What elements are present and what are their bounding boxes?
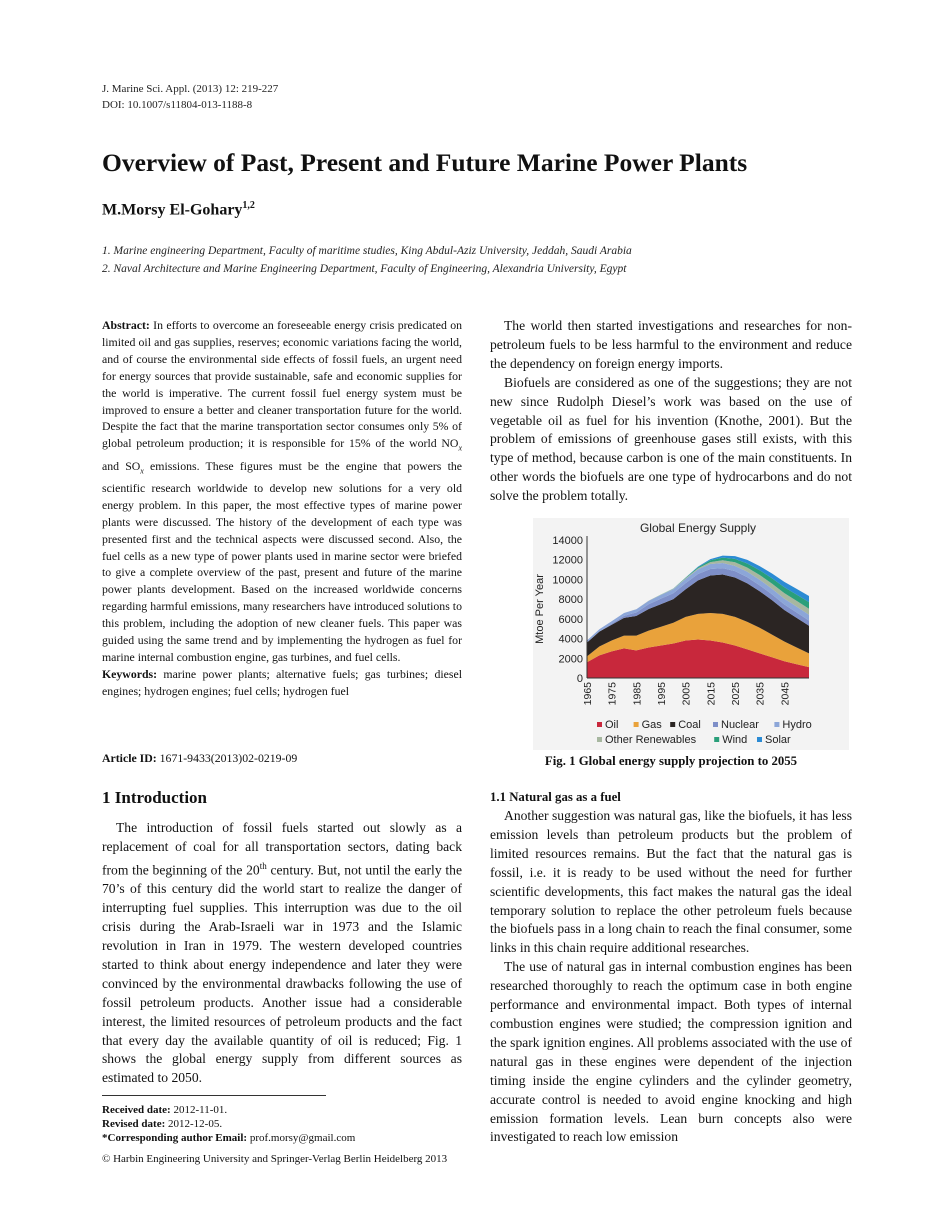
doi: DOI: 10.1007/s11804-013-1188-8 <box>102 99 253 111</box>
x-tick-label: 2035 <box>754 682 767 706</box>
chart-title: Global Energy Supply <box>639 521 757 535</box>
footnote-rule <box>102 1095 326 1096</box>
paragraph: century. But, not until the early the 70’s of this century did the world start to realize the danger of interrupting fuel supplies. This interruption was due to the oil crisis during the Arab-Israeli war in 1973 and the Islamic revolution in Iran in 1979. The western developed countries started to think about energy independence and later they were convinced by the environmental drawbacks following the use of fossil petroleum products. Another issue had a considerable interest, the limited resources of petroleum products and the fact that every day the available quantity of oil is reduced; Fig. 1 shows the global energy supply from different sources as estimated to 2050. <box>102 862 462 1086</box>
revised-date: 2012-12-05. <box>165 1118 223 1130</box>
energy-supply-chart <box>533 518 849 750</box>
paragraph: Another suggestion was natural gas, like the biofuels, it has less emission levels than petroleum products but the problem of limited resources remains. But the fact that the natural gas is fossil, i.e. it is ready to be used without the need for further scientific developments, this fact makes the natural gas the ideal temporary solution to replace the other petroleum fuels because the biofuels pass in a long chain to reach the final consumer, some links in this chain require additional researches. <box>490 808 852 956</box>
paragraph: The world then started investigations and researches for non-petroleum fuels to be less harmful to the environment and reduce the dependency on foreign energy imports. <box>490 318 852 371</box>
paper-title: Overview of Past, Present and Future Marine Power Plants <box>102 148 748 177</box>
legend-swatch <box>714 737 719 742</box>
x-tick-label: 1965 <box>582 682 594 706</box>
received-date: 2012-11-01. <box>170 1104 228 1116</box>
copyright: © Harbin Engineering University and Springer-Verlag Berlin Heidelberg 2013 <box>102 1153 448 1165</box>
legend-swatch <box>597 737 602 742</box>
legend-swatch <box>670 722 675 727</box>
y-axis-label: Mtoe Per Year <box>534 574 546 644</box>
section-heading: 1 Introduction <box>102 788 208 807</box>
legend-label: Solar <box>765 734 791 746</box>
footnotes <box>102 1103 482 1145</box>
abstract-text: and SO <box>102 458 141 473</box>
paragraph: The introduction of fossil fuels started out slowly as a replacement of coal for all transportation sectors, dating back from the beginning of the 20 <box>102 820 462 878</box>
abstract <box>102 317 462 700</box>
y-tick-label: 8000 <box>558 594 583 607</box>
revised-label: Revised date: <box>102 1118 166 1130</box>
y-tick-label: 2000 <box>558 653 583 666</box>
corresponding-label: *Corresponding author Email: <box>102 1132 248 1144</box>
legend-swatch <box>597 722 602 727</box>
y-tick-label: 4000 <box>558 633 583 646</box>
abstract-label: Abstract: <box>102 318 150 332</box>
right-text-top <box>490 317 852 506</box>
journal-citation: J. Marine Sci. Appl. (2013) 12: 219-227 <box>102 83 279 95</box>
legend-label: Oil <box>605 719 619 731</box>
legend-label: Coal <box>678 719 701 731</box>
intro-text <box>102 819 462 1088</box>
subscript: x <box>140 465 144 475</box>
abstract-text: emissions. These figures must be the engine that powers the scientific research worldwide to develop new solutions for a very old energy problem. In this paper, the most effective types of marine power plants were discussed. The history of the development of each type was presented first and the technical aspects were discussed second. Also, the fuel cells as a new type of power plants used in marine sector were briefed to give a complete overview of the past, present and future of the marine power plants development. Based on the increased worldwide concerns regarding harmful emissions, many researchers have introduced solutions to this problem, including the adoption of new cleaner fuels. This paper was guided using the same trend and by implementing the hydrogen as fuel for marine internal combustion engine, gas turbines, and fuel cells. <box>102 458 462 664</box>
keywords: marine power plants; alternative fuels; gas turbines; diesel engines; hydrogen engines; fuel cells; hydrogen fuel <box>102 666 462 698</box>
article-id-label: Article ID: <box>102 751 157 765</box>
affiliation-1: 1. Marine engineering Department, Faculty of maritime studies, King Abdul-Aziz University, Jeddah, Saudi Arabia <box>102 245 632 257</box>
received-label: Received date: <box>102 1104 171 1116</box>
y-tick-label: 6000 <box>558 613 583 626</box>
paragraph: Biofuels are considered as one of the suggestions; they are not new since Rudolph Diesel’s work was based on the use of vegetable oil as fuel for his invention (Knothe, 2001). But the problem of emissions of greenhouse gases still exists, with this type of method, because carbon is one of the main constituents. In other words the biofuels are one type of hydrocarbons and do not solve the problem totally. <box>490 374 852 504</box>
author <box>102 200 255 219</box>
subscript: x <box>458 443 462 453</box>
legend-label: Other Renewables <box>605 734 697 746</box>
legend-swatch <box>713 722 718 727</box>
x-tick-label: 2005 <box>680 682 693 706</box>
author-affil-sup: 1,2 <box>242 200 255 211</box>
figure-caption: Fig. 1 Global energy supply projection to 2055 <box>544 754 798 768</box>
legend-label: Gas <box>641 719 662 731</box>
paragraph: The use of natural gas in internal combustion engines has been researched thoroughly to reach the optimum case in both engine performance and environmental impact. Both types of internal combustion engines were studied; the compression ignition and the spark ignition engines. All problems associated with the use of natural gas in these engines were dependent of the injection timing inside the engine cylinders and the cylinder geometry, accurate control is needed to avoid engine knocking and high emission formation levels. Lean burn concepts also were investigated to reach low emission <box>490 959 852 1145</box>
x-tick-label: 1975 <box>606 682 619 706</box>
affiliation-2: 2. Naval Architecture and Marine Engineering Department, Faculty of Engineering, Alexandria University, Egypt <box>102 263 627 275</box>
y-tick-label: 14000 <box>552 535 583 547</box>
x-tick-label: 2015 <box>705 682 718 706</box>
keywords-label: Keywords: <box>102 666 158 681</box>
author-name: M.Morsy El-Gohary <box>102 201 243 219</box>
legend-swatch <box>634 722 639 727</box>
legend-label: Nuclear <box>721 719 759 731</box>
y-tick-label: 0 <box>576 673 583 685</box>
superscript: th <box>259 860 267 871</box>
legend-label: Wind <box>722 734 748 746</box>
y-tick-label: 10000 <box>552 574 583 587</box>
x-tick-label: 1995 <box>656 682 668 706</box>
x-tick-label: 2025 <box>730 682 742 706</box>
subsection-heading: 1.1 Natural gas as a fuel <box>490 790 621 804</box>
article-id <box>102 751 297 766</box>
legend-swatch <box>774 722 779 727</box>
x-tick-label: 1985 <box>631 682 644 706</box>
legend-label: Hydro <box>782 719 812 731</box>
legend-swatch <box>757 737 762 742</box>
abstract-text: In efforts to overcome an foreseeable energy crisis predicated on limited oil and gas supplies, reserves; economic variations facing the world, and of course the environmental side effects of fossil fuels, an urgent need for energy sources that provide sustainable, safe and economic supplies for the world is imperative. The current fossil fuel energy system must be improved to ensure a better and cleaner transportation future for the world. Despite the fact that the marine transportation sector consumes only 5% of global petroleum production; it is responsible for 15% of the world NO <box>102 318 462 451</box>
right-text-bottom <box>490 807 852 1147</box>
article-id-value: 1671-9433(2013)02-0219-09 <box>156 751 298 765</box>
corresponding-email: prof.morsy@gmail.com <box>247 1132 356 1144</box>
y-tick-label: 12000 <box>552 554 583 567</box>
x-tick-label: 2045 <box>779 682 792 706</box>
